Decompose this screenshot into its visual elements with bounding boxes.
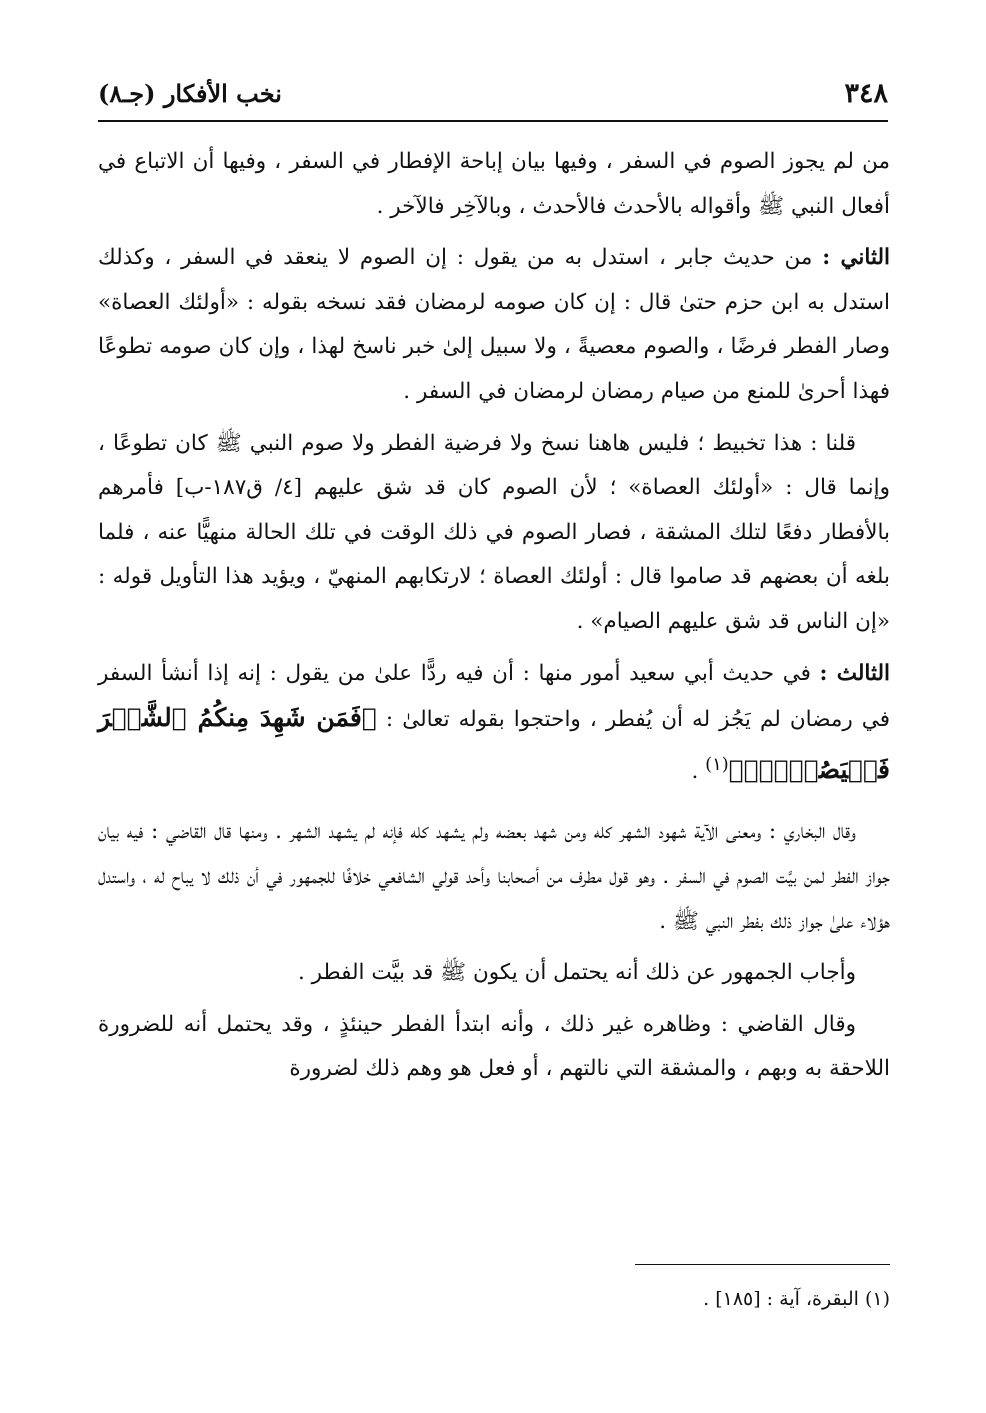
paragraph-text: وقال القاضي : وظاهره غير ذلك ، وأنه ابتدأ الفطر حينئذٍ ، وقد يحتمل أنه للضرورة اللاحقة به وبهم ، والمشقة التي نالتهم ، أو فعل هو وهم ذلك لضرورة <box>98 1011 890 1082</box>
running-header <box>98 70 888 116</box>
quran-verse: ﴿فَمَن شَهِدَ مِنكُمُ ٱلشَّهۡرَ فَلۡيَصُمۡهُۖ﴾ <box>98 703 890 784</box>
paragraph <box>98 810 890 944</box>
book-title: نخب الأفكار (جـ٨) <box>98 78 282 108</box>
section-label: الثاني : <box>822 245 890 271</box>
header-divider <box>98 120 888 122</box>
paragraph <box>98 652 890 795</box>
paragraph <box>98 140 890 229</box>
footnote-divider <box>635 1264 890 1265</box>
paragraph-text: من لم يجوز الصوم في السفر ، وفيها بيان إباحة الإفطار في السفر ، وفيها أن الاتباع في أفعال النبي ﷺ وأقواله بالأحدث فالأحدث ، وبالآخِر فالآخر . <box>98 149 890 219</box>
paragraph <box>98 422 890 645</box>
paragraph-text: من حديث جابر ، استدل به من يقول : إن الصوم لا ينعقد في السفر ، وكذلك استدل به ابن حزم حتىٰ قال : إن كان صومه لرمضان فقد نسخه بقوله : «أولئك العصاة» وصار الفطر فرضًا ، والصوم معصيةً ، ولا سبيل إلىٰ خبر ناسخ لهذا ، وإن كان صومه تطوعًا فهذا أحرىٰ للمنع من صيام رمضان لرمضان في السفر . <box>98 245 890 404</box>
paragraph-text: في حديث أبي سعيد أمور منها : أن فيه ردًّا علىٰ من يقول : إنه إذا أنشأ السفر في رمضان لم يَجُز له أن يُفطر ، واحتجوا بقوله تعالىٰ : <box>98 660 890 733</box>
paragraph <box>98 1003 890 1092</box>
paragraph <box>98 236 890 414</box>
paragraph-end: . <box>691 758 706 784</box>
page-number: ٣٤٨ <box>844 77 888 109</box>
footnote-ref[interactable]: (١) <box>705 753 729 775</box>
section-label: الثالث : <box>819 660 890 686</box>
main-text <box>98 140 890 1092</box>
paragraph <box>98 951 890 996</box>
footnote: (١) البقرة، آية : [١٨٥] . <box>703 1288 890 1310</box>
paragraph-text: وقال البخاري : ومعنى الآية شهود الشهر كله ومن شهد بعضه ولم يشهد كله فإنه لم يشهد الشهر . ومنها قال القاضي : فيه بيان جواز الفطر لمن بيَّت الصوم في السفر . وهو قول مطرف من أصحابنا وأحد قولي الشافعي خلافًا للجمهور في أن ذلك لا يباح له ، واستدل هؤلاء علىٰ جواز ذلك بفطر النبي ﷺ . <box>98 819 890 934</box>
paragraph-text: وأجاب الجمهور عن ذلك أنه يحتمل أن يكون ﷺ قد بيَّت الفطر . <box>297 960 856 986</box>
paragraph-text: قلنا : هذا تخبيط ؛ فليس هاهنا نسخ ولا فرضية الفطر ولا صوم النبي ﷺ كان تطوعًا ، وإنما قال : «أولئك العصاة» ؛ لأن الصوم كان قد شق عليهم [٤/ ق١٨٧-ب] فأمرهم بالأفطار دفعًا لتلك المشقة ، فصار الصوم في ذلك الوقت في تلك الحالة منهيًّا عنه ، فلما بلغه أن بعضهم قد صاموا قال : أولئك العصاة ؛ لارتكابهم المنهيّ ، ويؤيد هذا التأويل قوله : «إن الناس قد شق عليهم الصيام» . <box>98 430 890 634</box>
